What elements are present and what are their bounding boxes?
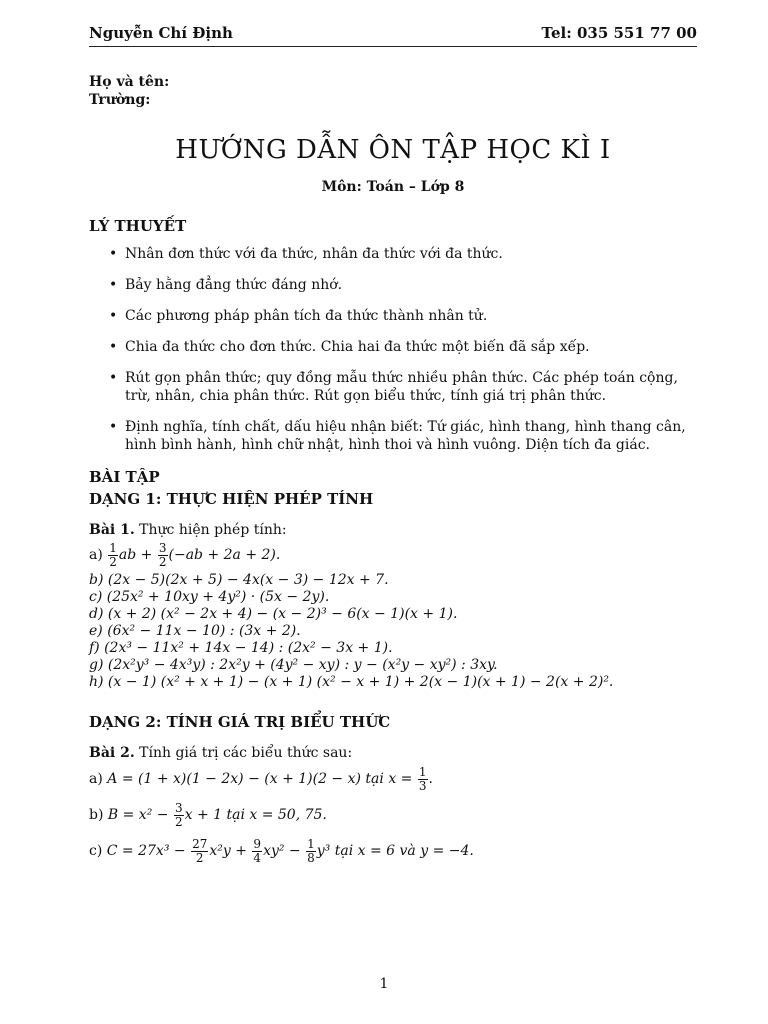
exercise-1-prompt: Thực hiện phép tính: (139, 522, 287, 538)
fraction (174, 802, 184, 829)
fraction (108, 542, 118, 569)
fraction-numerator: 27 (192, 836, 208, 851)
theory-heading: LÝ THUYẾT (89, 217, 187, 235)
fraction (306, 838, 316, 865)
punctuation: . (428, 771, 433, 787)
exercise-item-a (89, 761, 697, 797)
fraction (418, 766, 428, 793)
page-subtitle: Môn: Toán – Lớp 8 (321, 179, 465, 195)
exercise-item-c: c) (25x² + 10xy + 4y²) · (5x − 2y). (89, 589, 330, 605)
fraction (252, 838, 262, 865)
exercise-item-h: h) (x − 1) (x² + x + 1) − (x + 1) (x² − x + 1) + 2(x − 1)(x + 1) − 2(x + 2)². (89, 674, 614, 690)
type2-heading: DẠNG 2: TÍNH GIÁ TRỊ BIỂU THỨC (89, 713, 391, 731)
math-expression: y³ tại x = 6 và y = −4. (316, 843, 474, 859)
exercise-item-g: g) (2x²y³ − 4x³y) : 2x²y + (4y² − xy) : y − (x²y − xy²) : 3xy. (89, 657, 498, 673)
fraction (191, 838, 208, 865)
theory-item: • Bảy hằng đẳng thức đáng nhớ. (89, 276, 697, 294)
exercise-item-f: f) (2x³ − 11x² + 14x − 14) : (2x² − 3x + 1). (89, 640, 393, 656)
page-title: HƯỚNG DẪN ÔN TẬP HỌC KÌ I (175, 135, 611, 165)
exercise-2-items (89, 761, 697, 869)
math-expression: B = x² − (107, 807, 169, 823)
fraction-numerator: 1 (109, 540, 117, 555)
school-label: Trường: (89, 92, 151, 108)
fraction-denominator: 2 (109, 554, 117, 569)
theory-item: • Các phương pháp phân tích đa thức thành nhân tử. (89, 307, 697, 325)
exercise-1-label: Bài 1. (89, 522, 135, 538)
math-expression: x²y + (209, 843, 247, 859)
fraction-denominator: 8 (307, 850, 315, 865)
item-prefix: b) (89, 807, 104, 823)
exercises-heading: BÀI TẬP (89, 468, 160, 486)
exercise-item-a (89, 538, 697, 572)
exercise-item-c (89, 833, 697, 869)
math-expression: x + 1 tại x = 50, 75. (184, 807, 327, 823)
student-info (89, 73, 697, 109)
name-label: Họ và tên: (89, 74, 170, 90)
math-expression: C = 27x³ − (106, 843, 186, 859)
fraction-numerator: 3 (158, 540, 167, 555)
item-prefix: c) (89, 843, 103, 859)
exercise-item-d: d) (x + 2) (x² − 2x + 4) − (x − 2)³ − 6(x − 1)(x + 1). (89, 606, 458, 622)
item-prefix: a) (89, 547, 103, 563)
exercise-2-prompt: Tính giá trị các biểu thức sau: (139, 745, 353, 761)
theory-item: • Rút gọn phân thức; quy đồng mẫu thức nhiều phân thức. Các phép toán cộng, trừ, nhân, chia phân thức. Rút gọn biểu thức, tính giá trị phân thức. (89, 369, 697, 405)
math-expression: (−ab + 2a + 2). (168, 547, 281, 563)
exercise-item-b: b) (2x − 5)(2x + 5) − 4x(x − 3) − 12x + 7. (89, 572, 389, 588)
fraction-denominator: 3 (418, 778, 427, 793)
exercise-1-items (89, 538, 697, 691)
document-page (89, 24, 697, 869)
theory-list (89, 245, 697, 454)
exercise-1-header (89, 522, 697, 538)
exercise-2-header (89, 745, 697, 761)
page-number: 1 (379, 976, 389, 992)
exercise-2-label: Bài 2. (89, 745, 135, 761)
fraction-numerator: 1 (418, 764, 427, 779)
fraction-numerator: 9 (253, 836, 262, 851)
fraction (158, 542, 168, 569)
phone-number: Tel: 035 551 77 00 (541, 24, 697, 42)
fraction-numerator: 1 (307, 836, 315, 851)
theory-item: • Định nghĩa, tính chất, dấu hiệu nhận biết: Tứ giác, hình thang, hình thang cân, hình bình hành, hình chữ nhật, hình thoi và hình vuông. Diện tích đa giác. (89, 418, 697, 454)
exercise-item-b (89, 797, 697, 833)
fraction-denominator: 2 (195, 850, 204, 865)
exercise-item-e: e) (6x² − 11x − 10) : (3x + 2). (89, 623, 301, 639)
fraction-numerator: 3 (174, 800, 183, 815)
item-prefix: a) (89, 771, 103, 787)
math-expression: ab + (118, 547, 153, 563)
fraction-denominator: 2 (158, 554, 167, 569)
fraction-denominator: 4 (253, 850, 262, 865)
author-name: Nguyễn Chí Định (89, 24, 233, 42)
math-expression: xy² − (263, 843, 301, 859)
page-header (89, 24, 697, 47)
theory-item: • Chia đa thức cho đơn thức. Chia hai đa thức một biến đã sắp xếp. (89, 338, 697, 356)
theory-item: • Nhân đơn thức với đa thức, nhân đa thức với đa thức. (89, 245, 697, 263)
fraction-denominator: 2 (174, 814, 183, 829)
math-expression: A = (1 + x)(1 − 2x) − (x + 1)(2 − x) tại x = (107, 771, 413, 787)
type1-heading: DẠNG 1: THỰC HIỆN PHÉP TÍNH (89, 490, 374, 508)
